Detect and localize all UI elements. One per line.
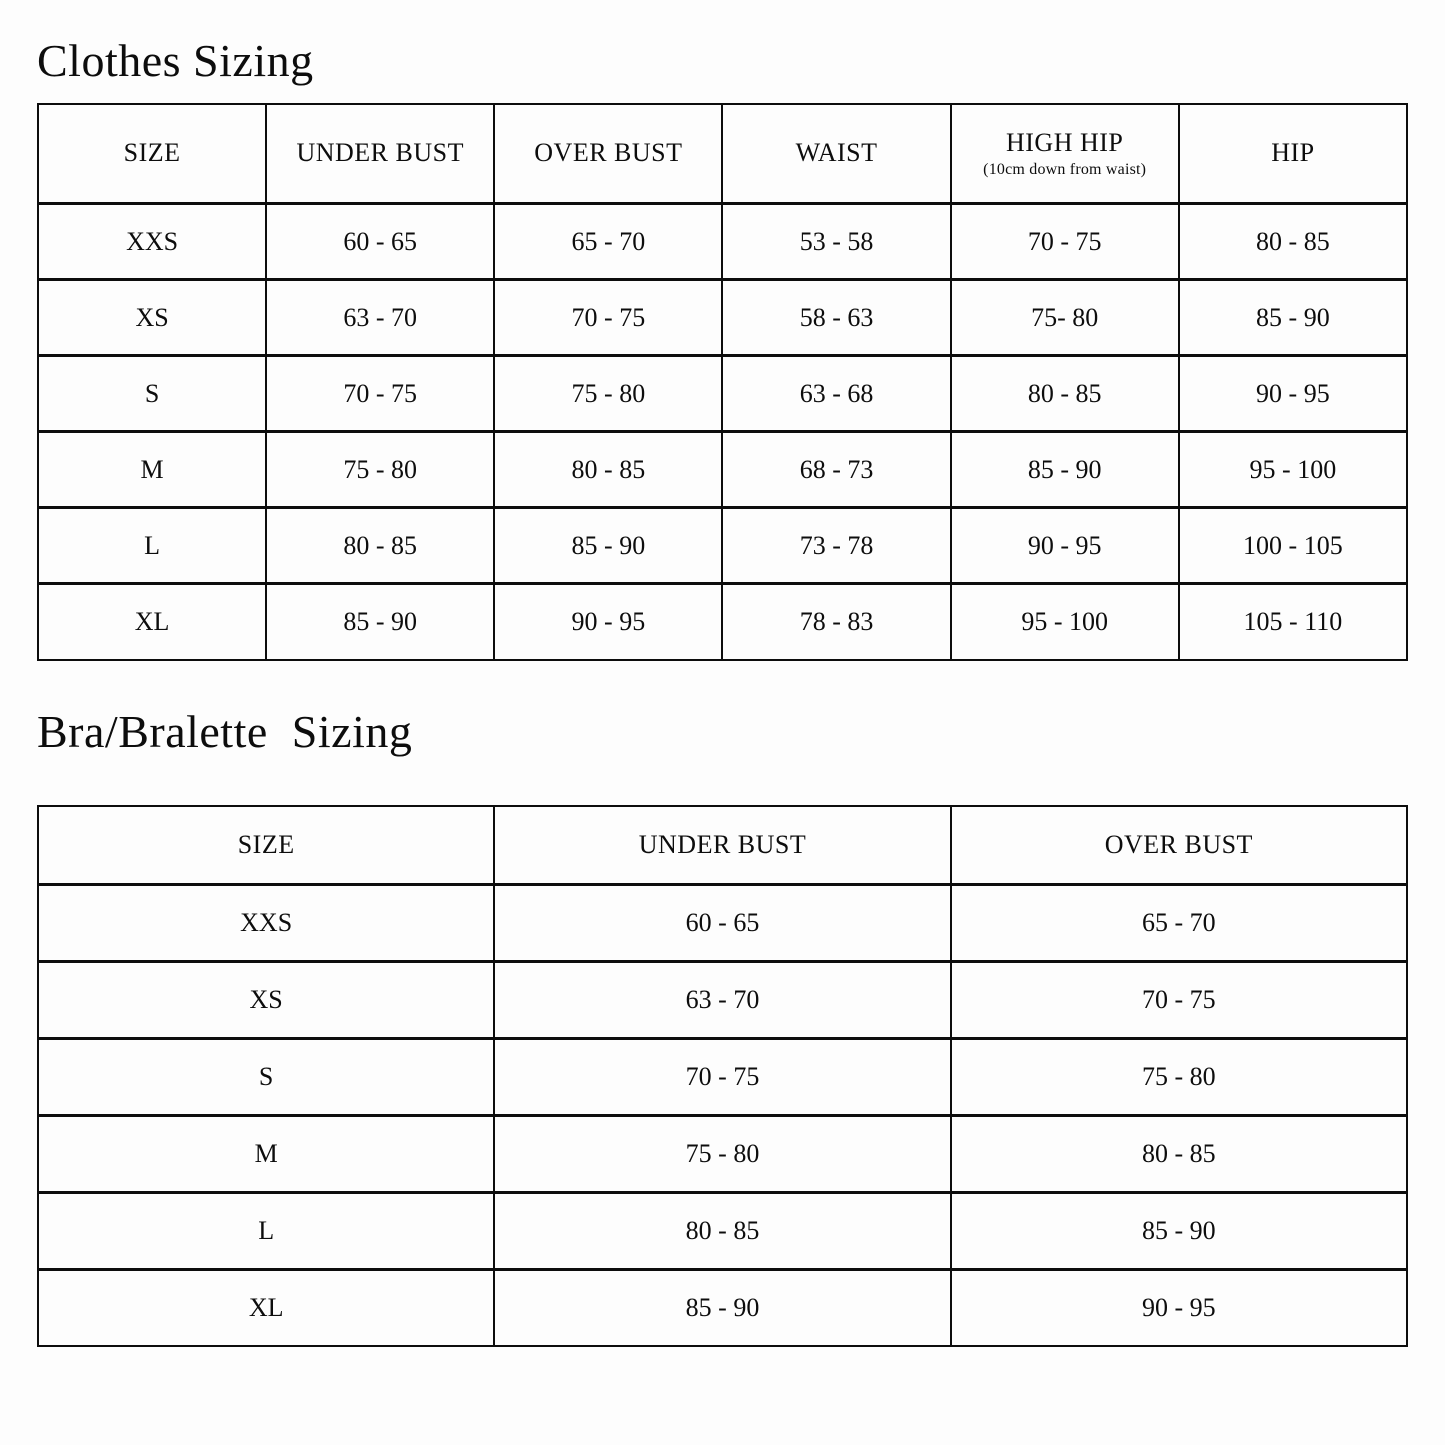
over-bust-cell: 75 - 80 — [951, 1038, 1407, 1115]
high-hip-label: HIGH HIP — [1006, 127, 1124, 157]
clothes-row-xl — [38, 584, 1407, 660]
clothes-row-xxs — [38, 204, 1407, 280]
clothes-table-body — [38, 204, 1407, 660]
bra-row-xl — [38, 1269, 1407, 1346]
hip-cell: 90 - 95 — [1179, 356, 1407, 432]
under-bust-cell: 70 - 75 — [266, 356, 494, 432]
size-cell: XXS — [38, 204, 266, 280]
bra-header-over-bust: OVER BUST — [951, 806, 1407, 884]
waist-cell: 68 - 73 — [722, 432, 950, 508]
under-bust-cell: 75 - 80 — [266, 432, 494, 508]
waist-cell: 58 - 63 — [722, 280, 950, 356]
hip-cell: 95 - 100 — [1179, 432, 1407, 508]
under-bust-cell: 85 - 90 — [494, 1269, 950, 1346]
clothes-row-m — [38, 432, 1407, 508]
bra-header-size: SIZE — [38, 806, 494, 884]
bra-row-l — [38, 1192, 1407, 1269]
clothes-sizing-title: Clothes Sizing — [37, 35, 314, 86]
over-bust-cell: 70 - 75 — [951, 961, 1407, 1038]
waist-cell: 78 - 83 — [722, 584, 950, 660]
bra-row-xs — [38, 961, 1407, 1038]
size-cell: XXS — [38, 884, 494, 961]
waist-cell: 73 - 78 — [722, 508, 950, 584]
under-bust-cell: 75 - 80 — [494, 1115, 950, 1192]
clothes-header-waist: WAIST — [722, 104, 950, 204]
over-bust-cell: 85 - 90 — [951, 1192, 1407, 1269]
over-bust-cell: 90 - 95 — [951, 1269, 1407, 1346]
bra-table-body — [38, 884, 1407, 1346]
high-hip-cell: 85 - 90 — [951, 432, 1179, 508]
under-bust-cell: 63 - 70 — [266, 280, 494, 356]
clothes-header-under-bust: UNDER BUST — [266, 104, 494, 204]
over-bust-cell: 65 - 70 — [494, 204, 722, 280]
under-bust-cell: 80 - 85 — [266, 508, 494, 584]
size-cell: XS — [38, 280, 266, 356]
size-cell: XL — [38, 1269, 494, 1346]
waist-cell: 53 - 58 — [722, 204, 950, 280]
over-bust-cell: 70 - 75 — [494, 280, 722, 356]
hip-cell: 80 - 85 — [1179, 204, 1407, 280]
under-bust-cell: 70 - 75 — [494, 1038, 950, 1115]
high-hip-note: (10cm down from waist) — [983, 160, 1147, 178]
size-cell: S — [38, 356, 266, 432]
under-bust-cell: 60 - 65 — [494, 884, 950, 961]
hip-cell: 85 - 90 — [1179, 280, 1407, 356]
size-cell: S — [38, 1038, 494, 1115]
bra-row-m — [38, 1115, 1407, 1192]
clothes-row-l — [38, 508, 1407, 584]
size-cell: M — [38, 432, 266, 508]
hip-cell: 105 - 110 — [1179, 584, 1407, 660]
high-hip-cell: 95 - 100 — [951, 584, 1179, 660]
bra-table-head — [38, 806, 1407, 884]
over-bust-cell: 75 - 80 — [494, 356, 722, 432]
clothes-header-over-bust: OVER BUST — [494, 104, 722, 204]
bra-header-under-bust: UNDER BUST — [494, 806, 950, 884]
size-cell: M — [38, 1115, 494, 1192]
bra-sizing-title: Bra/Bralette Sizing — [37, 705, 413, 757]
over-bust-cell: 65 - 70 — [951, 884, 1407, 961]
bra-header-row — [38, 806, 1407, 884]
over-bust-cell: 90 - 95 — [494, 584, 722, 660]
size-cell: L — [38, 1192, 494, 1269]
under-bust-cell: 85 - 90 — [266, 584, 494, 660]
bra-row-xxs — [38, 884, 1407, 961]
waist-cell: 63 - 68 — [722, 356, 950, 432]
clothes-header-row — [38, 104, 1407, 204]
size-cell: L — [38, 508, 266, 584]
high-hip-cell: 90 - 95 — [951, 508, 1179, 584]
under-bust-cell: 60 - 65 — [266, 204, 494, 280]
hip-cell: 100 - 105 — [1179, 508, 1407, 584]
over-bust-cell: 85 - 90 — [494, 508, 722, 584]
size-cell: XL — [38, 584, 266, 660]
high-hip-cell: 80 - 85 — [951, 356, 1179, 432]
high-hip-cell: 75- 80 — [951, 280, 1179, 356]
under-bust-cell: 80 - 85 — [494, 1192, 950, 1269]
over-bust-cell: 80 - 85 — [494, 432, 722, 508]
over-bust-cell: 80 - 85 — [951, 1115, 1407, 1192]
clothes-header-high-hip — [951, 104, 1179, 204]
high-hip-cell: 70 - 75 — [951, 204, 1179, 280]
bra-row-s — [38, 1038, 1407, 1115]
clothes-row-s — [38, 356, 1407, 432]
clothes-sizing-table — [37, 103, 1408, 661]
clothes-row-xs — [38, 280, 1407, 356]
under-bust-cell: 63 - 70 — [494, 961, 950, 1038]
bra-sizing-table — [37, 805, 1408, 1347]
clothes-header-size: SIZE — [38, 104, 266, 204]
clothes-header-hip: HIP — [1179, 104, 1407, 204]
size-cell: XS — [38, 961, 494, 1038]
clothes-table-head — [38, 104, 1407, 204]
